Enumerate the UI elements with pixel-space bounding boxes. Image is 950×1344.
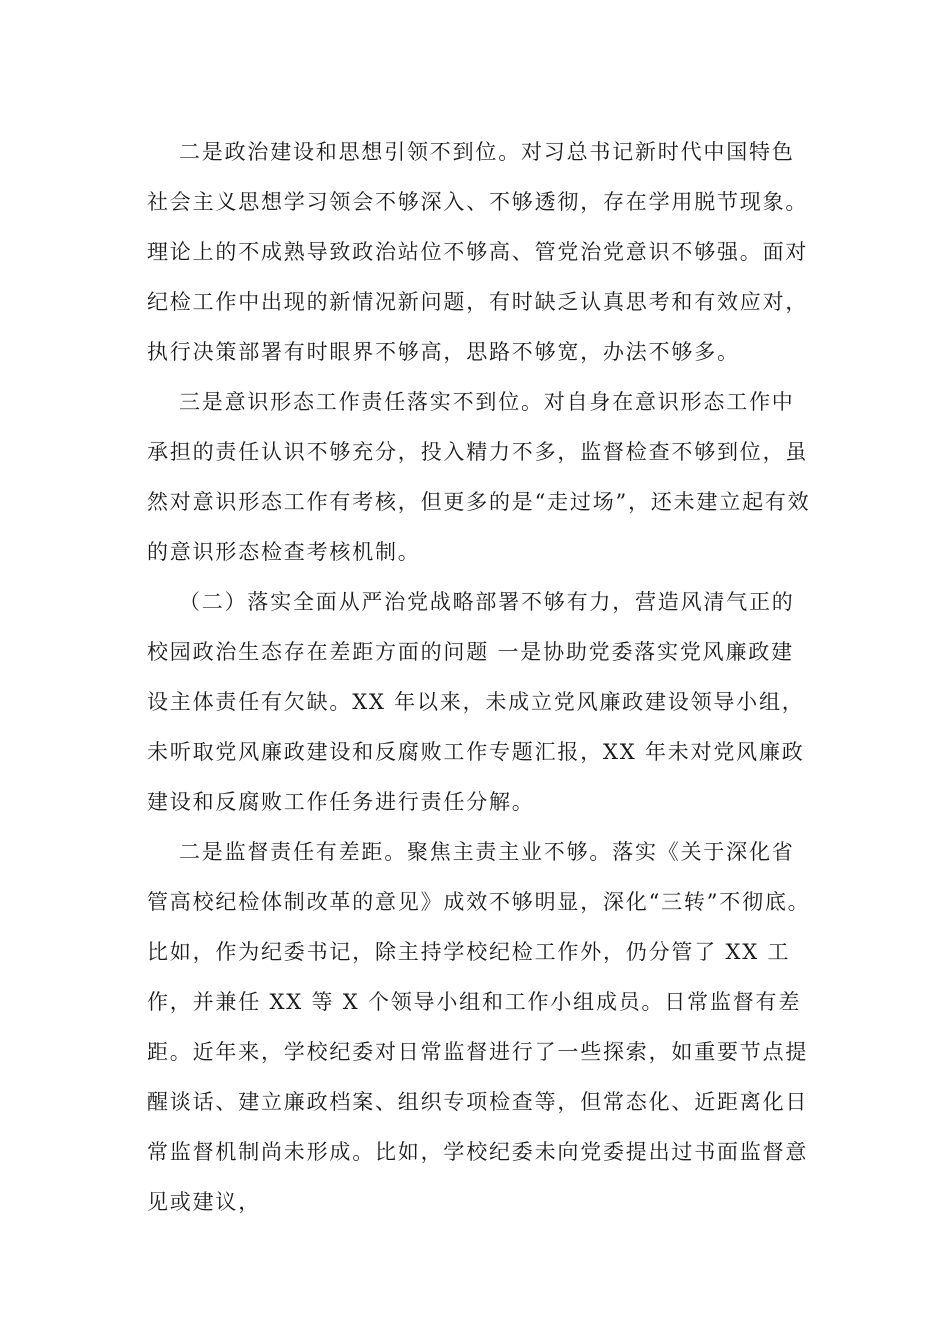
paragraph-ideology-responsibility: 三是意识形态工作责任落实不到位。对自身在意识形态工作中承担的责任认识不够充分，投入精力不多，监督检查不够到位，虽然对意识形态工作有考核，但更多的是“走过场”，还未建立起有效的意识形态检查考核机制。 xyxy=(147,390,811,564)
paragraph-political-building: 二是政治建设和思想引领不到位。对习总书记新时代中国特色社会主义思想学习领会不够深入、不够透彻，存在学用脱节现象。理论上的不成熟导致政治站位不够高、管党治党意识不够强。面对纪检工作中出现的新情况新问题，有时缺乏认真思考和有效应对，执行决策部署有时眼界不够高，思路不够宽，办法不够多。 xyxy=(147,140,809,364)
document-body xyxy=(147,127,815,1227)
paragraph-supervision-responsibility: 二是监督责任有差距。聚焦主责主业不够。落实《关于深化省管高校纪检体制改革的意见》成效不够明显，深化“三转”不彻底。比如，作为纪委书记，除主持学校纪检工作外，仍分管了 XX 工作，并兼任 XX 等 X 个领导小组和工作小组成员。日常监督有差距。近年来，学校纪委对日常监督进行了一些探索，如重要节点提醒谈话、建立廉政档案、组织专项检查等，但常态化、近距离化日常监督机制尚未形成。比如，学校纪委未向党委提出过书面监督意见或建议， xyxy=(147,827,815,1227)
paragraph-party-discipline: （二）落实全面从严治党战略部署不够有力，营造风清气正的校园政治生态存在差距方面的问题 一是协助党委落实党风廉政建设主体责任有欠缺。XX 年以来，未成立党风廉政建设领导小组，未听取党风廉政建设和反腐败工作专题汇报，XX 年未对党风廉政建设和反腐败工作任务进行责任分解。 xyxy=(147,590,805,814)
